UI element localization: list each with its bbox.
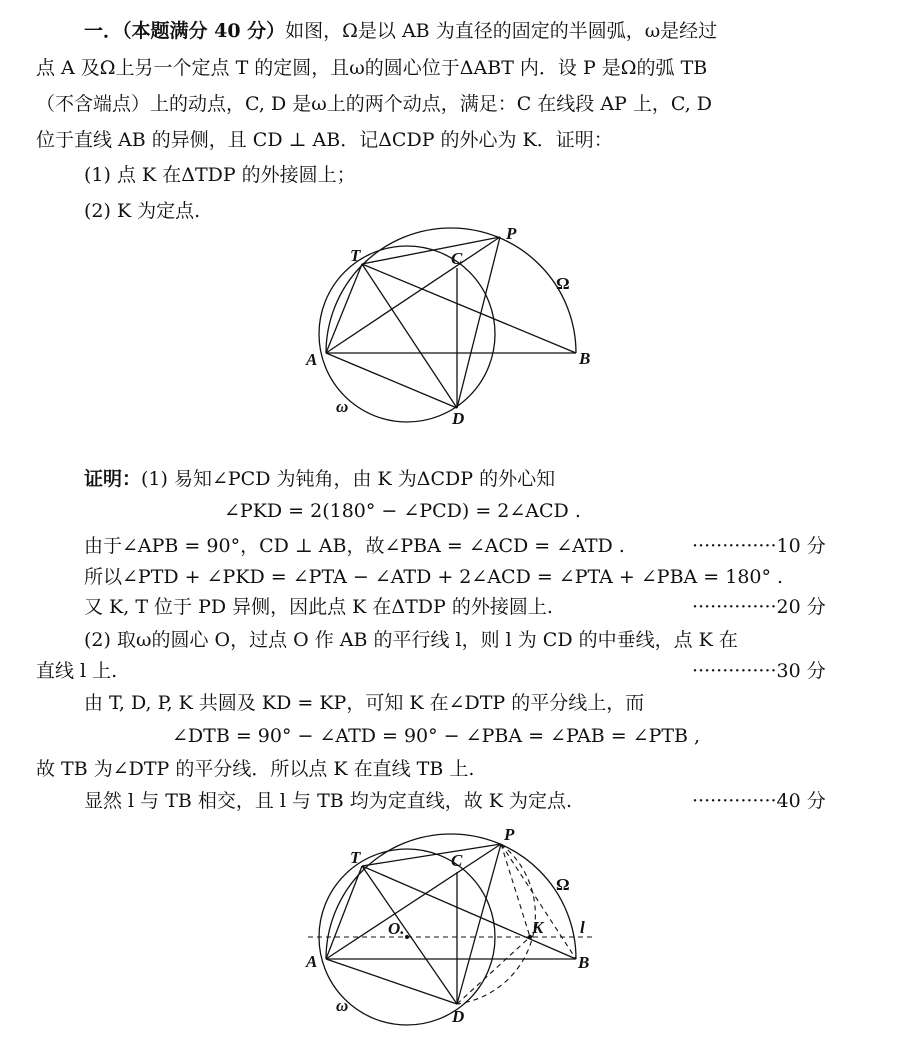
segment-AT [326,866,362,959]
segment-TP [362,844,501,866]
problem-line-2: 点 A 及Ω上另一个定点 T 的定圆，且ω的圆心位于ΔABT 内．设 P 是Ω的弧 TB [36,57,708,79]
label-T: T [350,848,361,867]
segment-TB [362,264,576,353]
label-D: D [452,1007,465,1026]
problem-line-1-text: 如图，Ω是以 AB 为直径的固定的半圆弧，ω是经过 [285,20,718,42]
problem-line-3: （不含端点）上的动点，C, D 是ω上的两个动点，满足：C 在线段 AP 上，C, D [36,93,713,115]
point-O [405,935,409,939]
label-omega: ω [336,397,349,416]
score-10: ··············10 分 [692,535,826,557]
question-2: (2) K 为定点. [84,200,201,222]
segment-TD [362,264,457,408]
label-D: D [452,409,465,428]
question-1: (1) 点 K 在ΔTDP 的外接圆上； [84,164,356,186]
proof-line-1 [84,464,555,494]
proof-line-11: 显然 l 与 TB 相交，且 l 与 TB 均为定直线，故 K 为定点. [84,790,573,812]
proof-line-8: 由 T, D, P, K 共圆及 KD = KP，可知 K 在∠DTP 的平分线上，而 [84,692,645,714]
label-Omega: Ω [556,274,570,293]
proof-heading: 证明： [84,468,142,490]
proof-line-7: 直线 l 上. [36,660,118,682]
score-40: ··············40 分 [692,790,826,812]
label-K: K [532,918,544,937]
proof-line-1-text: (1) 易知∠PCD 为钝角，由 K 为ΔCDP 的外心知 [141,468,556,490]
figure-1 [290,222,610,432]
circle-omega-small [319,246,495,422]
label-P: P [506,224,517,243]
problem-heading: 一．（本题满分 40 分） [84,20,286,42]
label-O: O. [388,919,405,938]
label-B: B [578,953,590,972]
proof-line-3: 由于∠APB = 90°，CD ⊥ AB，故∠PBA = ∠ACD = ∠ATD . [84,535,625,557]
proof-line-4: 所以∠PTD + ∠PKD = ∠PTA − ∠ATD + 2∠ACD = ∠PTA + ∠PBA = 180° . [84,566,784,588]
segment-DK [457,937,530,1004]
proof-line-5: 又 K, T 位于 PD 异侧，因此点 K 在ΔTDP 的外接圆上. [84,596,553,618]
label-A: A [306,350,318,369]
label-A: A [306,952,318,971]
label-B: B [579,349,591,368]
segment-PD [457,237,500,408]
label-Omega: Ω [556,875,570,894]
label-omega: ω [336,996,349,1015]
figure-2 [290,818,610,1033]
proof-line-10: 故 TB 为∠DTP 的平分线．所以点 K 在直线 TB 上. [36,758,475,780]
label-l: l [580,918,585,937]
segment-AT [326,264,362,353]
score-20: ··············20 分 [692,596,826,618]
problem-line-1 [84,16,717,46]
proof-line-9: ∠DTB = 90° − ∠ATD = 90° − ∠PBA = ∠PAB = ∠PTB , [172,725,701,747]
label-C: C [451,851,463,870]
proof-line-6: (2) 取ω的圆心 O，过点 O 作 AB 的平行线 l，则 l 为 CD 的中垂线，点 K 在 [84,629,738,651]
label-T: T [350,246,361,265]
score-30: ··············30 分 [692,660,826,682]
problem-line-4: 位于直线 AB 的异侧，且 CD ⊥ AB．记ΔCDP 的外心为 K．证明： [36,129,613,151]
label-P: P [504,825,515,844]
segment-PB [501,844,576,959]
proof-line-2: ∠PKD = 2(180° − ∠PCD) = 2∠ACD . [224,500,581,522]
label-C: C [451,249,463,268]
